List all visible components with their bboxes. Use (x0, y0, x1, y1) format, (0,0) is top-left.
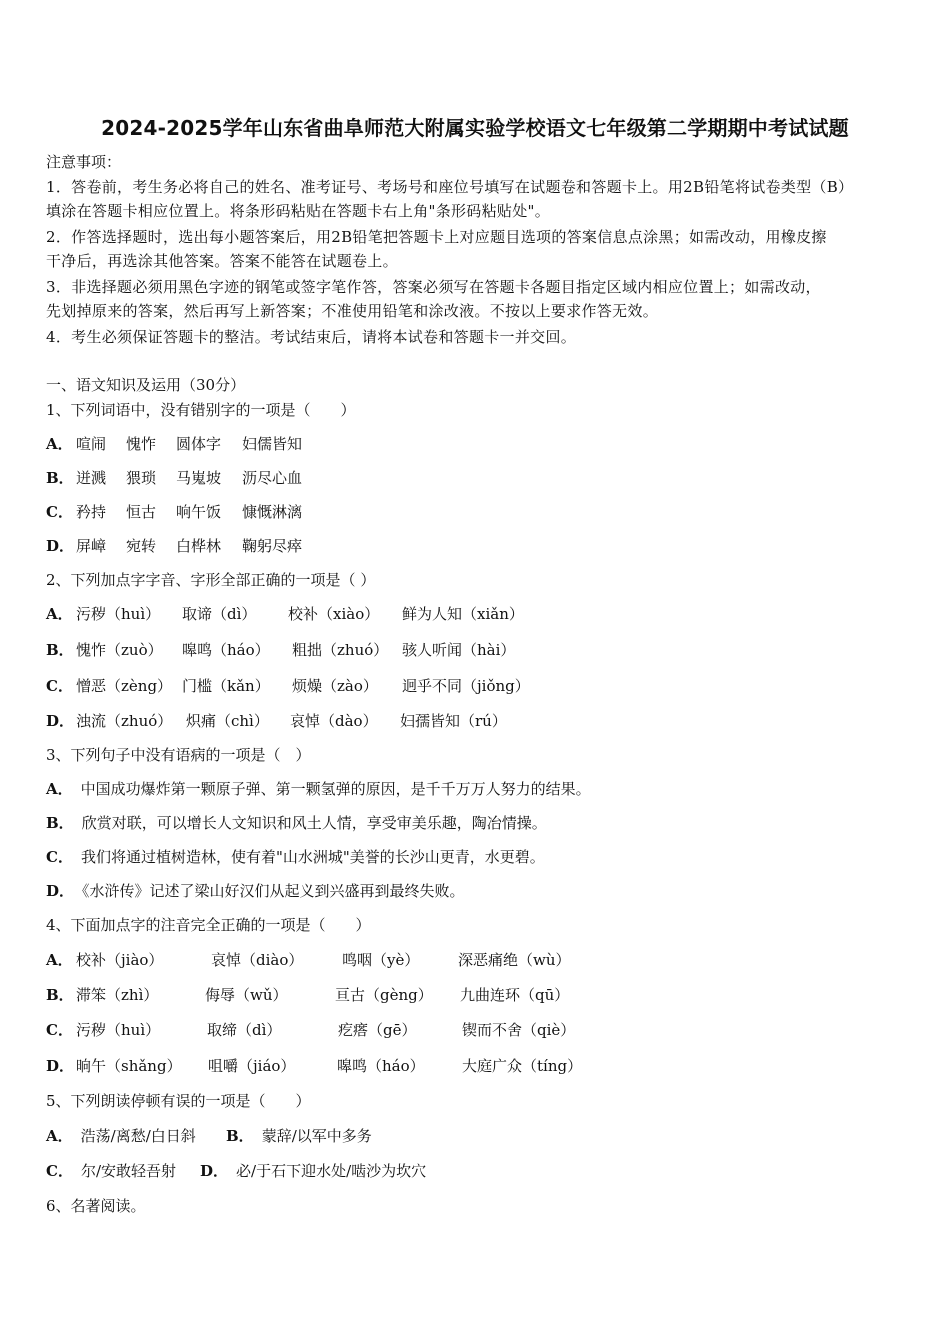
option-text: 中国成功爆炸第一颗原子弹、第一颗氢弹的原因，是千千万万人努力的结果。 (80, 780, 591, 798)
notes-line: 4．考生必须保证答题卡的整洁。考试结束后，请将本试卷和答题卡一并交回。 (46, 328, 577, 346)
q2-b-item: 嗥鸣（háo） (182, 641, 270, 659)
q1-a-item: 愧怍 (126, 435, 157, 453)
q4-c-item: 疙瘩（gē） (338, 1021, 417, 1039)
option-label: D． (46, 1057, 75, 1075)
question-3-stem: 3、下列句子中没有语病的一项是（ ） (46, 746, 311, 764)
q4-d-item: 晌午（shǎng） (76, 1057, 182, 1075)
q2-b-item: 粗拙（zhuó） (292, 641, 389, 659)
q1-d-item: 宛转 (126, 537, 157, 555)
q4-c-item: 锲而不舍（qiè） (462, 1021, 576, 1039)
option-label: A． (46, 951, 73, 969)
q4-b-item: 九曲连环（qū） (460, 986, 570, 1004)
q1-c-item: 响午饭 (176, 503, 222, 521)
option-text: 欣赏对联，可以增长人文知识和风土人情，享受审美乐趣，陶冶情操。 (81, 814, 547, 832)
q1-c-item: 慷慨淋漓 (242, 503, 303, 521)
q1-c-item: 矜持 (76, 503, 107, 521)
notes-line: 先划掉原来的答案，然后再写上新答案；不准使用铅笔和涂改液。不按以上要求作答无效。 (46, 302, 659, 320)
q3-option-d (46, 881, 465, 901)
q3-option-a (46, 779, 591, 799)
option-label: B． (46, 814, 74, 832)
q4-a-item: 鸣咽（yè） (342, 951, 420, 969)
notes-line: 1．答卷前，考生务必将自己的姓名、准考证号、考场号和座位号填写在试题卷和答题卡上。用2B铅笔将试卷类型（B） (46, 178, 854, 196)
q2-c-item: 门槛（kǎn） (182, 677, 270, 695)
q1-d-item: 白桦林 (176, 537, 222, 555)
q2-d-item: 浊流（zhuó） (76, 712, 173, 730)
q4-a-item: 深恶痛绝（wù） (458, 951, 571, 969)
q1-a-item: 圆体字 (176, 435, 222, 453)
option-text: 蒙辞/以军中多务 (261, 1127, 372, 1145)
notes-line: 3．非选择题必须用黑色字迹的钢笔或签字笔作答，答案必须写在答题卡各题目指定区域内相应位置上；如需改动， (46, 278, 821, 296)
page-title: 2024-2025学年山东省曲阜师范大附属实验学校语文七年级第二学期期中考试试题 (101, 116, 849, 140)
q1-b-item: 马嵬坡 (176, 469, 222, 487)
q1-d-item: 鞠躬尽瘁 (242, 537, 303, 555)
option-label: C． (46, 677, 73, 695)
q4-c-item: 取缔（dì） (207, 1021, 282, 1039)
option-label: A． (46, 780, 73, 798)
option-label: A． (46, 605, 73, 623)
q4-c-item: 污秽（huì） (76, 1021, 161, 1039)
section-heading: 一、语文知识及运用（30分） (46, 376, 246, 394)
q1-b-item: 猥琐 (126, 469, 157, 487)
q2-b-item: 骇人听闻（hài） (402, 641, 516, 659)
option-label: D． (200, 1162, 229, 1180)
option-label: C． (46, 503, 73, 521)
notes-line: 填涂在答题卡相应位置上。将条形码粘贴在答题卡右上角"条形码粘贴处"。 (46, 202, 551, 220)
q1-b-item: 沥尽心血 (242, 469, 303, 487)
option-label: B． (46, 986, 74, 1004)
q5-option-d (200, 1161, 426, 1181)
q1-c-item: 恒古 (126, 503, 157, 521)
question-6-stem: 6、名著阅读。 (46, 1197, 146, 1215)
option-text: 尔/安敢轻吾射 (80, 1162, 177, 1180)
q2-a-item: 污秽（huì） (76, 605, 161, 623)
q4-d-item: 嗥鸣（háo） (337, 1057, 425, 1075)
q5-option-c (46, 1161, 176, 1181)
q4-a-item: 哀悼（diào） (211, 951, 304, 969)
q2-c-item: 烦燥（zào） (292, 677, 378, 695)
option-text: 必/于石下迎水处/啮沙为坎穴 (236, 1162, 427, 1180)
q2-a-item: 校补（xiào） (288, 605, 380, 623)
option-label: D． (46, 537, 75, 555)
q4-d-item: 大庭广众（tíng） (462, 1057, 583, 1075)
q1-a-item: 妇儒皆知 (242, 435, 303, 453)
option-label: B． (46, 469, 74, 487)
q2-d-item: 妇孺皆知（rú） (400, 712, 507, 730)
q1-b-item: 迸溅 (76, 469, 107, 487)
notes-heading: 注意事项： (46, 153, 122, 171)
option-label: D． (46, 712, 75, 730)
option-label: C． (46, 1021, 73, 1039)
option-label: B． (46, 641, 74, 659)
q1-a-item: 喧闹 (76, 435, 107, 453)
option-text: 我们将通过植树造林，使有着"山水洲城"美誉的长沙山更青，水更碧。 (80, 848, 545, 866)
option-text: 浩荡/离愁/白日斜 (80, 1127, 196, 1145)
q3-option-b (46, 813, 547, 833)
q4-d-item: 咀嚼（jiáo） (208, 1057, 296, 1075)
question-2-stem: 2、下列加点字字音、字形全部正确的一项是（ ） (46, 571, 376, 589)
q2-d-item: 炽痛（chì） (186, 712, 269, 730)
q5-option-b (226, 1126, 372, 1146)
option-label: D． (46, 882, 75, 900)
option-label: A． (46, 435, 73, 453)
question-4-stem: 4、下面加点字的注音完全正确的一项是（ ） (46, 916, 371, 934)
notes-line: 2．作答选择题时，选出每小题答案后，用2B铅笔把答题卡上对应题目选项的答案信息点涂黑；如需改动，用橡皮擦 (46, 228, 827, 246)
question-5-stem: 5、下列朗读停顿有误的一项是（ ） (46, 1092, 311, 1110)
q4-b-item: 侮辱（wǔ） (205, 986, 288, 1004)
notes-line: 干净后，再选涂其他答案。答案不能答在试题卷上。 (46, 252, 398, 270)
q2-a-item: 鲜为人知（xiǎn） (402, 605, 524, 623)
q4-b-item: 亘古（gèng） (335, 986, 433, 1004)
q2-b-item: 愧怍（zuò） (76, 641, 163, 659)
q4-b-item: 滞笨（zhì） (76, 986, 159, 1004)
option-label: C． (46, 1162, 73, 1180)
option-label: B． (226, 1127, 254, 1145)
option-label: C． (46, 848, 73, 866)
q1-d-item: 屏嶂 (76, 537, 107, 555)
option-text: 《水浒传》记述了梁山好汉们从起义到兴盛再到最终失败。 (82, 882, 465, 900)
q3-option-c (46, 847, 545, 867)
option-label: A． (46, 1127, 73, 1145)
q2-c-item: 迥乎不同（jiǒng） (402, 677, 530, 695)
q2-a-item: 取谛（dì） (182, 605, 257, 623)
question-1-stem: 1、下列词语中，没有错别字的一项是（ ） (46, 401, 356, 419)
q4-a-item: 校补（jiào） (76, 951, 164, 969)
q5-option-a (46, 1126, 196, 1146)
q2-c-item: 憎恶（zèng） (76, 677, 173, 695)
q2-d-item: 哀悼（dào） (290, 712, 378, 730)
